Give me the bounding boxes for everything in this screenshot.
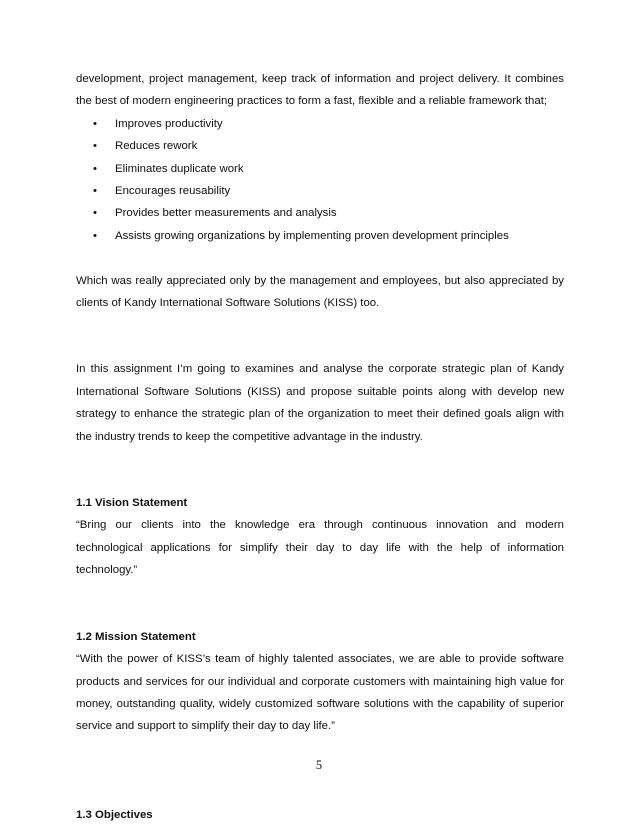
bullet-icon: • (93, 140, 97, 153)
spacer (76, 448, 564, 492)
list-item: • Improves productivity (76, 113, 564, 135)
list-item: • Reduces rework (76, 135, 564, 157)
appreciation-paragraph: Which was really appreciated only by the management and employees, but also appreciated by clients of Kandy International Software Solutions (KISS) too. (76, 274, 564, 310)
spacer (76, 314, 564, 358)
objectives-heading: 1.3 Objectives (76, 809, 153, 822)
spacer (76, 582, 564, 626)
bullet-icon: • (93, 229, 97, 242)
mission-heading: 1.2 Mission Statement (76, 630, 196, 643)
benefits-list (76, 113, 564, 247)
page-number: 5 (315, 758, 323, 772)
bullet-icon: • (93, 185, 97, 198)
spacer (76, 247, 564, 269)
vision-paragraph: “Bring our clients into the knowledge era through continuous innovation and modern technological applications for simplify their day to day life with the help of information technology.” (76, 519, 564, 577)
list-item: • Assists growing organizations by implementing proven development principles (76, 225, 564, 247)
bullet-icon: • (93, 207, 97, 220)
intro-paragraph: development, project management, keep track of information and project delivery. It combines the best of modern engineering practices to form a fast, flexible and a reliable framework that; (76, 73, 564, 108)
spacer (76, 782, 564, 804)
bullet-icon: • (93, 117, 97, 130)
assignment-paragraph: In this assignment I’m going to examines and analyse the corporate strategic plan of Kandy International Software Solutions (KISS) and propose suitable points along with develop new strategy to enhance the strategic plan of the organization to meet their defined goals align with the industry trends to keep the competitive advantage in the industry. (76, 363, 564, 443)
bullet-icon: • (93, 162, 97, 175)
page-content (76, 68, 564, 827)
mission-paragraph: “With the power of KISS’s team of highly talented associates, we are able to provide software products and services for our individual and corporate customers with maintaining high value for money, outstanding quality, widely customized software solutions with the capability of superior service and support to simplify their day to day life.” (76, 653, 564, 733)
list-item: • Encourages reusability (76, 180, 564, 202)
list-item: • Eliminates duplicate work (76, 158, 564, 180)
vision-heading: 1.1 Vision Statement (76, 497, 188, 510)
list-item: • Provides better measurements and analysis (76, 202, 564, 224)
